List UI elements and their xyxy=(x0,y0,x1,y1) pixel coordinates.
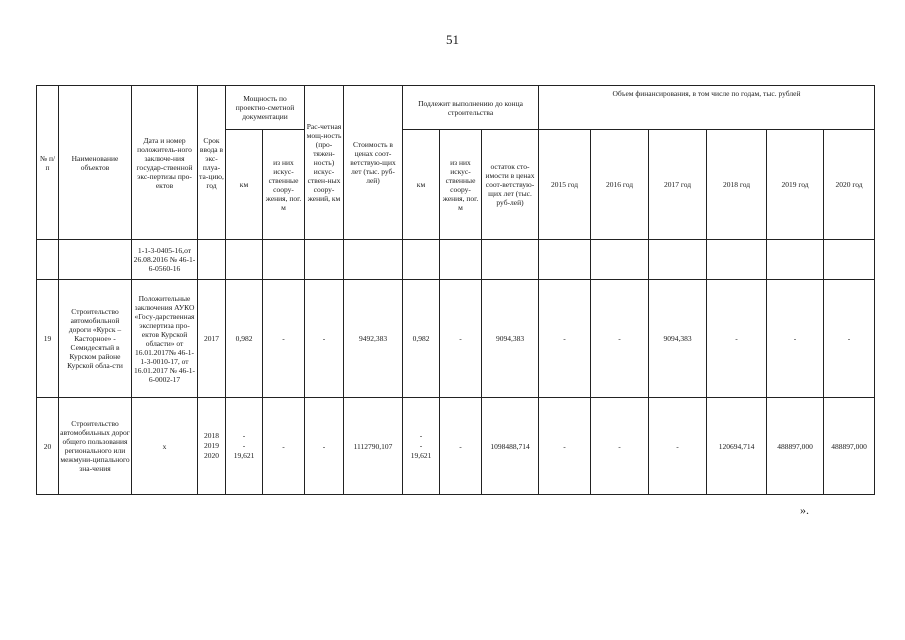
power-art-cell: - xyxy=(263,398,305,495)
table-row-continuation xyxy=(37,240,875,280)
header-year-2018: 2018 год xyxy=(707,130,767,240)
subject-km-cell xyxy=(403,398,440,495)
subject-km-line: - xyxy=(419,441,423,450)
year-2020-cell: 488897,000 xyxy=(824,398,875,495)
term-cell xyxy=(198,398,226,495)
closing-quote-mark: ». xyxy=(800,503,809,517)
subject-km-line: - xyxy=(419,431,423,440)
subject-km-line: 19,621 xyxy=(410,451,432,460)
row-number: 20 xyxy=(37,398,59,495)
page-number: 51 xyxy=(446,32,459,47)
calc-power-cell: - xyxy=(305,398,344,495)
header-power-group: Мощность по проектно-сметной документации xyxy=(226,86,305,130)
subject-km-cell: 0,982 xyxy=(403,280,440,398)
header-year-2016: 2016 год xyxy=(591,130,649,240)
header-subject-rest: остаток сто-имости в ценах соот-ветствую-щих лет (тыс. руб-лей) xyxy=(482,130,539,240)
header-subject-art: из них искус-ственные соору-жения, пог. м xyxy=(440,130,482,240)
header-conclusion: Дата и номер положитель-ного заключе-ния государ-ственной экс-пертизы про-ектов xyxy=(132,86,198,240)
subject-art-cell: - xyxy=(440,280,482,398)
power-km-cell: 0,982 xyxy=(226,280,263,398)
year-2017-cell: - xyxy=(649,398,707,495)
year-2016-cell: - xyxy=(591,280,649,398)
power-km-line: 19,621 xyxy=(233,451,255,460)
year-2016-cell: - xyxy=(591,398,649,495)
calc-power-cell: - xyxy=(305,280,344,398)
header-idx: № п/п xyxy=(37,86,59,240)
conclusion-cell: Положительные заключения АУКО «Госу-дарственная экспертиза про-ектов Курской области» от 16.01.2017№ 46-1-1-3-0010-17, от 16.01.2017 № 46-1-6-0002-17 xyxy=(132,280,198,398)
term-cell: 2017 xyxy=(198,280,226,398)
table-row-20 xyxy=(37,398,875,495)
power-km-line: - xyxy=(242,431,246,440)
term-line: 2018 xyxy=(204,431,219,440)
header-cost: Стоимость в ценах соот-ветствую-щих лет (тыс. руб-лей) xyxy=(344,86,403,240)
year-2018-cell: - xyxy=(707,280,767,398)
year-2019-cell: - xyxy=(767,280,824,398)
year-2018-cell: 120694,714 xyxy=(707,398,767,495)
header-year-2015: 2015 год xyxy=(539,130,591,240)
header-year-2020: 2020 год xyxy=(824,130,875,240)
year-2017-cell: 9094,383 xyxy=(649,280,707,398)
header-power-art: из них искус-ственные соору-жения, пог. м xyxy=(263,130,305,240)
header-subject-group: Подлежит выполнению до конца строительства xyxy=(403,86,539,130)
header-name: Наименование объектов xyxy=(59,86,132,240)
power-art-cell: - xyxy=(263,280,305,398)
power-km-line: - xyxy=(242,441,246,450)
year-2015-cell: - xyxy=(539,398,591,495)
year-2020-cell: - xyxy=(824,280,875,398)
object-name: Строительство автомобильных дорог общего пользования регионального или межмуни-ципального зна-чения xyxy=(59,398,132,495)
header-row-1 xyxy=(37,86,875,130)
conclusion-cell: х xyxy=(132,398,198,495)
subject-rest-cell: 1098488,714 xyxy=(482,398,539,495)
power-km-cell xyxy=(226,398,263,495)
conclusion-cell: 1-1-3-0405-16,от 26.08.2016 № 46-1-6-0560-16 xyxy=(132,240,198,280)
subject-art-cell: - xyxy=(440,398,482,495)
header-calc-power: Рас-четная мощ-ность (про-тяжен-ность) искус-ствен-ных соору-жений, км xyxy=(305,86,344,240)
object-name: Строительство автомобильной дороги «Курск – Касторное» - Семидесятый в Курском районе Курской обла-сти xyxy=(59,280,132,398)
header-power-km: км xyxy=(226,130,263,240)
year-2015-cell: - xyxy=(539,280,591,398)
row-number: 19 xyxy=(37,280,59,398)
header-subject-km: км xyxy=(403,130,440,240)
header-financing-group: Объем финансирования, в том числе по годам, тыс. рублей xyxy=(539,86,875,130)
header-year-2019: 2019 год xyxy=(767,130,824,240)
financing-table xyxy=(36,85,875,495)
cost-cell: 1112790,107 xyxy=(344,398,403,495)
term-line: 2020 xyxy=(204,451,219,460)
subject-rest-cell: 9094,383 xyxy=(482,280,539,398)
table-row-19 xyxy=(37,280,875,398)
year-2019-cell: 488897,000 xyxy=(767,398,824,495)
header-year-2017: 2017 год xyxy=(649,130,707,240)
cost-cell: 9492,383 xyxy=(344,280,403,398)
term-line: 2019 xyxy=(204,441,219,450)
header-term: Срок ввода в экс-плуа-та-цию, год xyxy=(198,86,226,240)
